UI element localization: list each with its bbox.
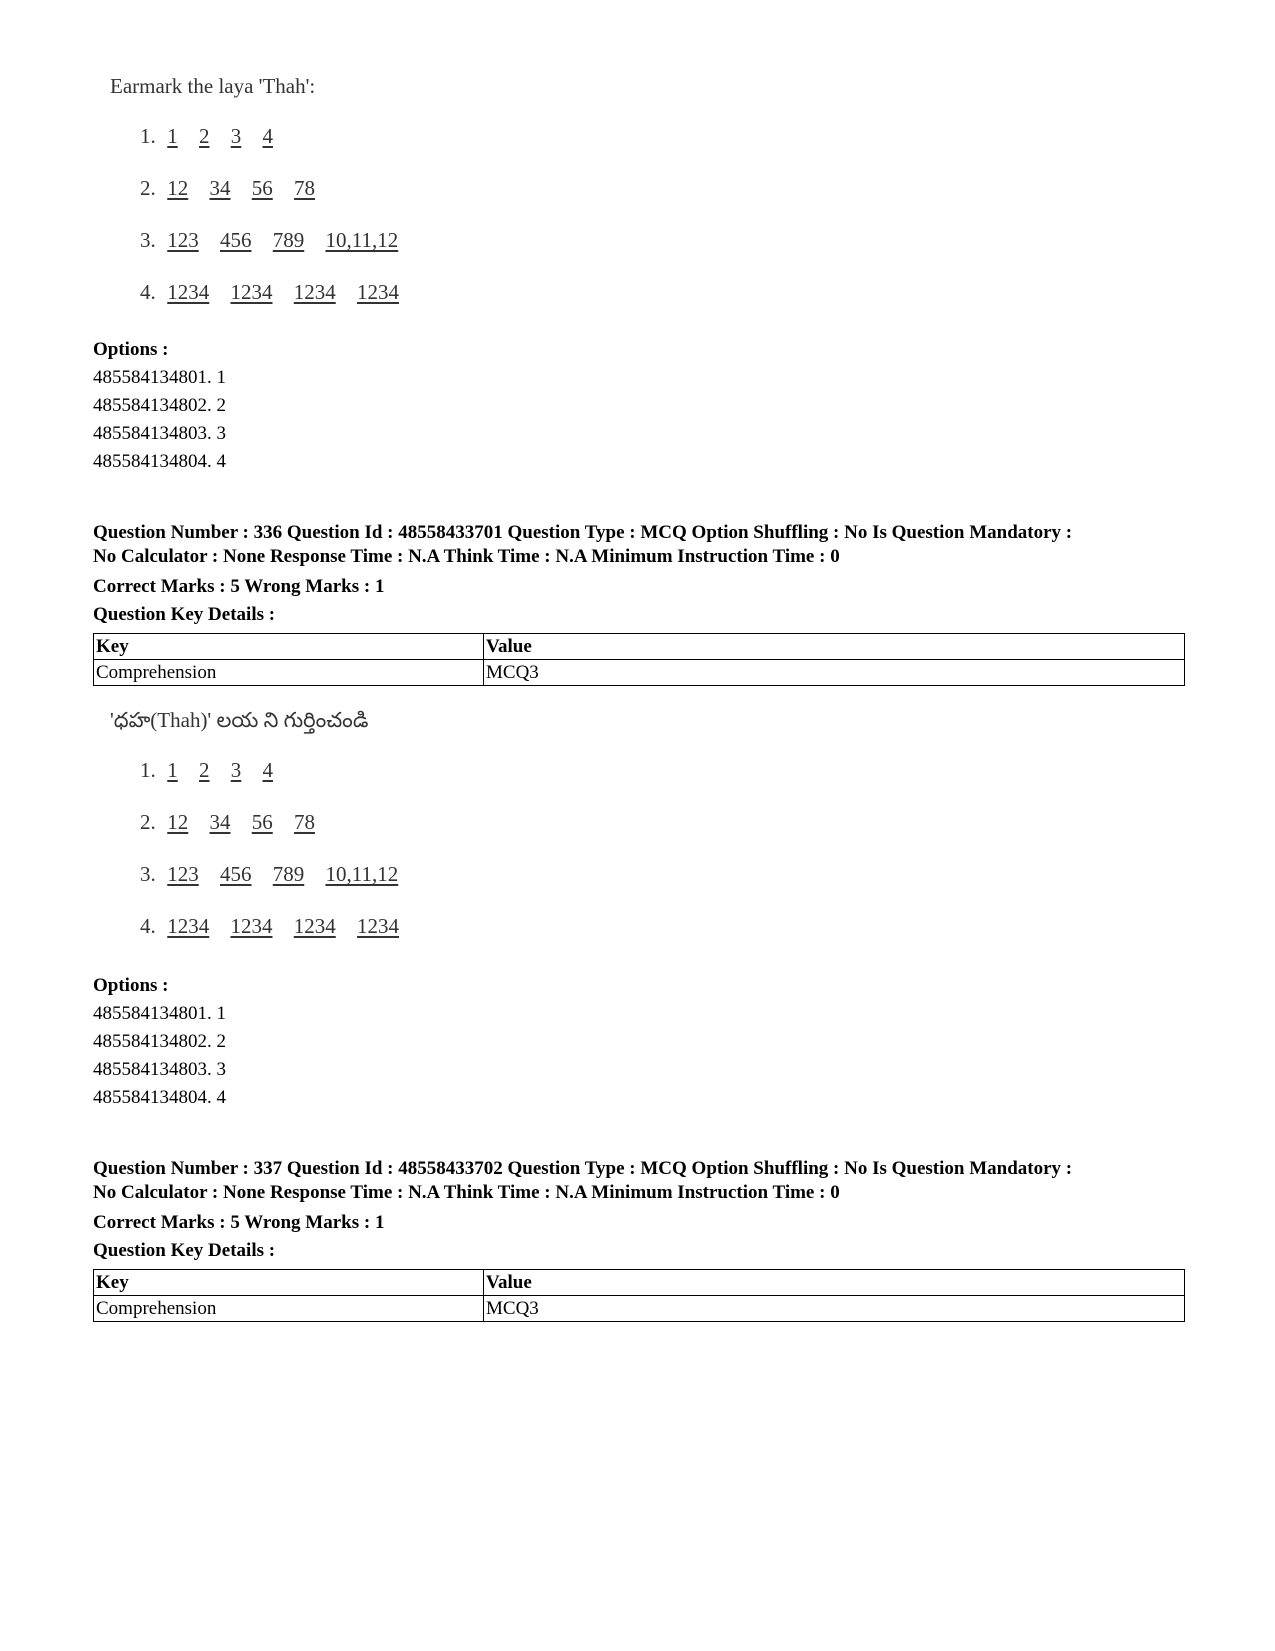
question-meta-line: No Calculator : None Response Time : N.A Think Time : N.A Minimum Instruction Time : 0: [93, 546, 840, 567]
option-item: 485584134803. 3: [93, 1059, 226, 1080]
question-option-row: 3. 123 456 789 10,11,12: [140, 862, 399, 886]
key-details-table: [93, 633, 1185, 686]
question-option-row: 2. 12 34 56 78: [140, 810, 315, 834]
question-image: [108, 72, 528, 306]
question-option-row: 4. 1234 1234 1234 1234: [140, 914, 399, 938]
table-cell: Comprehension: [94, 660, 484, 686]
table-cell: MCQ3: [484, 660, 1185, 686]
question-option-row: 1. 1 2 3 4: [140, 758, 273, 782]
table-row: [94, 660, 1185, 686]
option-item: 485584134801. 1: [93, 1003, 226, 1024]
question-marks: Correct Marks : 5 Wrong Marks : 1: [93, 576, 385, 597]
question-prompt: Earmark the laya 'Thah':: [110, 74, 316, 98]
option-item: 485584134802. 2: [93, 1031, 226, 1052]
options-heading: Options :: [93, 339, 169, 360]
table-row: [94, 1296, 1185, 1322]
options-heading: Options :: [93, 975, 169, 996]
table-cell: Comprehension: [94, 1296, 484, 1322]
key-details-heading: Question Key Details :: [93, 1240, 276, 1261]
question-meta: [93, 521, 1193, 629]
question-option-row: 3. 123 456 789 10,11,12: [140, 228, 399, 252]
options-list: [93, 972, 226, 1112]
question-option-row: 2. 12 34 56 78: [140, 176, 315, 200]
table-header-cell: Value: [484, 1270, 1185, 1296]
table-header-cell: Key: [94, 1270, 484, 1296]
key-details-table: [93, 1269, 1185, 1322]
table-cell: MCQ3: [484, 1296, 1185, 1322]
key-details-heading: Question Key Details :: [93, 604, 276, 625]
option-item: 485584134803. 3: [93, 423, 226, 444]
table-header-row: [94, 1270, 1185, 1296]
option-item: 485584134801. 1: [93, 367, 226, 388]
option-item: 485584134804. 4: [93, 451, 226, 472]
table-header-cell: Value: [484, 634, 1185, 660]
question-meta: [93, 1157, 1193, 1265]
question-option-row: 1. 1 2 3 4: [140, 124, 273, 148]
option-item: 485584134802. 2: [93, 395, 226, 416]
question-meta-line: Question Number : 337 Question Id : 48558433702 Question Type : MCQ Option Shuffling : No Is Question Mandatory :: [93, 1158, 1073, 1179]
question-meta-line: No Calculator : None Response Time : N.A Think Time : N.A Minimum Instruction Time : 0: [93, 1182, 840, 1203]
option-item: 485584134804. 4: [93, 1087, 226, 1108]
question-marks: Correct Marks : 5 Wrong Marks : 1: [93, 1212, 385, 1233]
table-header-row: [94, 634, 1185, 660]
question-meta-line: Question Number : 336 Question Id : 48558433701 Question Type : MCQ Option Shuffling : No Is Question Mandatory :: [93, 522, 1073, 543]
question-prompt: 'ధహ(Thah)' లయ ని గుర్తించండి: [110, 708, 369, 732]
question-option-row: 4. 1234 1234 1234 1234: [140, 280, 399, 304]
table-header-cell: Key: [94, 634, 484, 660]
question-image: [108, 706, 528, 940]
options-list: [93, 336, 226, 476]
